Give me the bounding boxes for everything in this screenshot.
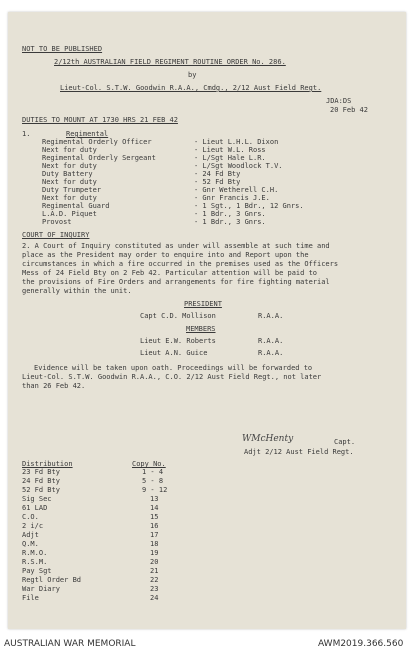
inquiry-line: place as the President may order to enquire into and Report upon the xyxy=(22,251,309,259)
president-corps: R.A.A. xyxy=(258,312,284,320)
inquiry-heading: COURT OF INQUIRY xyxy=(22,231,90,239)
duty-role: Next for duty xyxy=(42,162,97,170)
distribution-recipient: 24 Fd Bty xyxy=(22,477,60,485)
duty-role: Next for duty xyxy=(42,194,97,202)
distribution-copy: 13 xyxy=(150,495,159,503)
member-corps: R.A.A. xyxy=(258,337,284,345)
member-name: Lieut A.N. Guice xyxy=(140,349,208,357)
distribution-copy: 1 - 4 xyxy=(142,468,164,476)
archive-name: AUSTRALIAN WAR MEMORIAL xyxy=(4,639,136,649)
inquiry-line: 2. A Court of Inquiry constituted as under will assemble at such time and xyxy=(22,242,330,250)
duty-role: Provost xyxy=(42,218,72,226)
distribution-copy: 22 xyxy=(150,576,159,584)
distribution-heading: Distribution xyxy=(22,460,73,468)
president-name: Capt C.D. Mollison xyxy=(140,312,216,320)
duty-role: Regimental Orderly Officer xyxy=(42,138,152,146)
duty-assignee: - 24 Fd Bty xyxy=(194,170,241,178)
duty-role: Regimental Orderly Sergeant xyxy=(42,154,156,162)
accession-number: AWM2019.366.560 xyxy=(318,639,404,649)
distribution-recipient: Pay Sgt xyxy=(22,567,52,575)
distribution-copy: 18 xyxy=(150,540,159,548)
not-published-heading: NOT TO BE PUBLISHED xyxy=(22,45,103,53)
duty-assignee: - Gnr Francis J.E. xyxy=(194,194,270,202)
distribution-copy: 20 xyxy=(150,558,159,566)
inquiry-line: the provisions of Fire Orders and arrangements for fire fighting material xyxy=(22,278,330,286)
duty-role: Duty Trumpeter xyxy=(42,186,102,194)
handwritten-signature: WMcHenty xyxy=(242,434,294,444)
by-word: by xyxy=(188,71,197,79)
distribution-recipient: 2 i/c xyxy=(22,522,44,530)
distribution-recipient: Adjt xyxy=(22,531,39,539)
copy-number-heading: Copy No. xyxy=(132,460,166,468)
distribution-recipient: 61 LAD xyxy=(22,504,48,512)
duty-role: Next for duty xyxy=(42,178,97,186)
member-name: Lieut E.W. Roberts xyxy=(140,337,216,345)
duty-assignee: - 1 Bdr., 3 Gnrs. xyxy=(194,210,266,218)
duty-assignee: - L/Sgt Hale L.R. xyxy=(194,154,266,162)
duty-assignee: - Lieut L.H.L. Dixon xyxy=(194,138,279,146)
reference-initials: JDA:DS xyxy=(326,97,352,105)
distribution-recipient: War Diary xyxy=(22,585,60,593)
duty-assignee: - Lieut W.L. Ross xyxy=(194,146,266,154)
inquiry-line: Mess of 24 Field Bty on 2 Feb 42. Particular attention will be paid to xyxy=(22,269,318,277)
archive-footer xyxy=(0,635,415,653)
closing-line: than 26 Feb 42. xyxy=(22,382,86,390)
regimental-subheading: Regimental xyxy=(66,130,109,138)
distribution-copy: 9 - 12 xyxy=(142,486,168,494)
duties-heading: DUTIES TO MOUNT AT 1730 HRS 21 FEB 42 xyxy=(22,116,178,124)
distribution-copy: 16 xyxy=(150,522,159,530)
distribution-recipient: File xyxy=(22,594,39,602)
duty-assignee: - 1 Sgt., 1 Bdr., 12 Gnrs. xyxy=(194,202,304,210)
distribution-recipient: Regtl Order Bd xyxy=(22,576,82,584)
distribution-copy: 14 xyxy=(150,504,159,512)
inquiry-line: circumstances in which a fire occurred in the premises used as the Officers xyxy=(22,260,339,268)
duty-role: Duty Battery xyxy=(42,170,93,178)
distribution-copy: 19 xyxy=(150,549,159,557)
distribution-recipient: Sig Sec xyxy=(22,495,52,503)
duty-assignee: - Gnr Wetherell C.H. xyxy=(194,186,279,194)
duty-role: Regimental Guard xyxy=(42,202,110,210)
president-heading: PRESIDENT xyxy=(184,300,222,308)
issuing-officer: Lieut-Col. S.T.W. Goodwin R.A.A., Cmdg., 2/12 Aust Field Regt. xyxy=(60,84,322,92)
distribution-recipient: R.S.M. xyxy=(22,558,48,566)
distribution-copy: 5 - 8 xyxy=(142,477,164,485)
duty-assignee: - 52 Fd Bty xyxy=(194,178,241,186)
distribution-copy: 23 xyxy=(150,585,159,593)
duty-role: Next for duty xyxy=(42,146,97,154)
order-title: 2/12th AUSTRALIAN FIELD REGIMENT ROUTINE ORDER No. 286. xyxy=(54,58,286,66)
distribution-recipient: 23 Fd Bty xyxy=(22,468,60,476)
distribution-copy: 17 xyxy=(150,531,159,539)
distribution-recipient: R.M.O. xyxy=(22,549,48,557)
distribution-recipient: C.O. xyxy=(22,513,39,521)
signatory-title: Adjt 2/12 Aust Field Regt. xyxy=(244,448,354,456)
closing-line: Evidence will be taken upon oath. Proceedings will be forwarded to xyxy=(34,364,313,372)
duty-assignee: - L/Sgt Woodlock T.V. xyxy=(194,162,283,170)
duty-role: L.A.D. Piquet xyxy=(42,210,97,218)
members-heading: MEMBERS xyxy=(186,325,216,333)
section-number: 1. xyxy=(22,130,31,138)
inquiry-line: generally within the unit. xyxy=(22,287,132,295)
order-date: 20 Feb 42 xyxy=(330,106,368,114)
duty-assignee: - 1 Bdr., 3 Gnrs. xyxy=(194,218,266,226)
distribution-recipient: 52 Fd Bty xyxy=(22,486,60,494)
closing-line: Lieut-Col. S.T.W. Goodwin R.A.A., C.O. 2/12 Aust Field Regt., not later xyxy=(22,373,322,381)
document-page xyxy=(8,12,406,629)
distribution-copy: 24 xyxy=(150,594,159,602)
distribution-copy: 21 xyxy=(150,567,159,575)
member-corps: R.A.A. xyxy=(258,349,284,357)
signatory-rank: Capt. xyxy=(334,438,356,446)
distribution-recipient: Q.M. xyxy=(22,540,39,548)
distribution-copy: 15 xyxy=(150,513,159,521)
